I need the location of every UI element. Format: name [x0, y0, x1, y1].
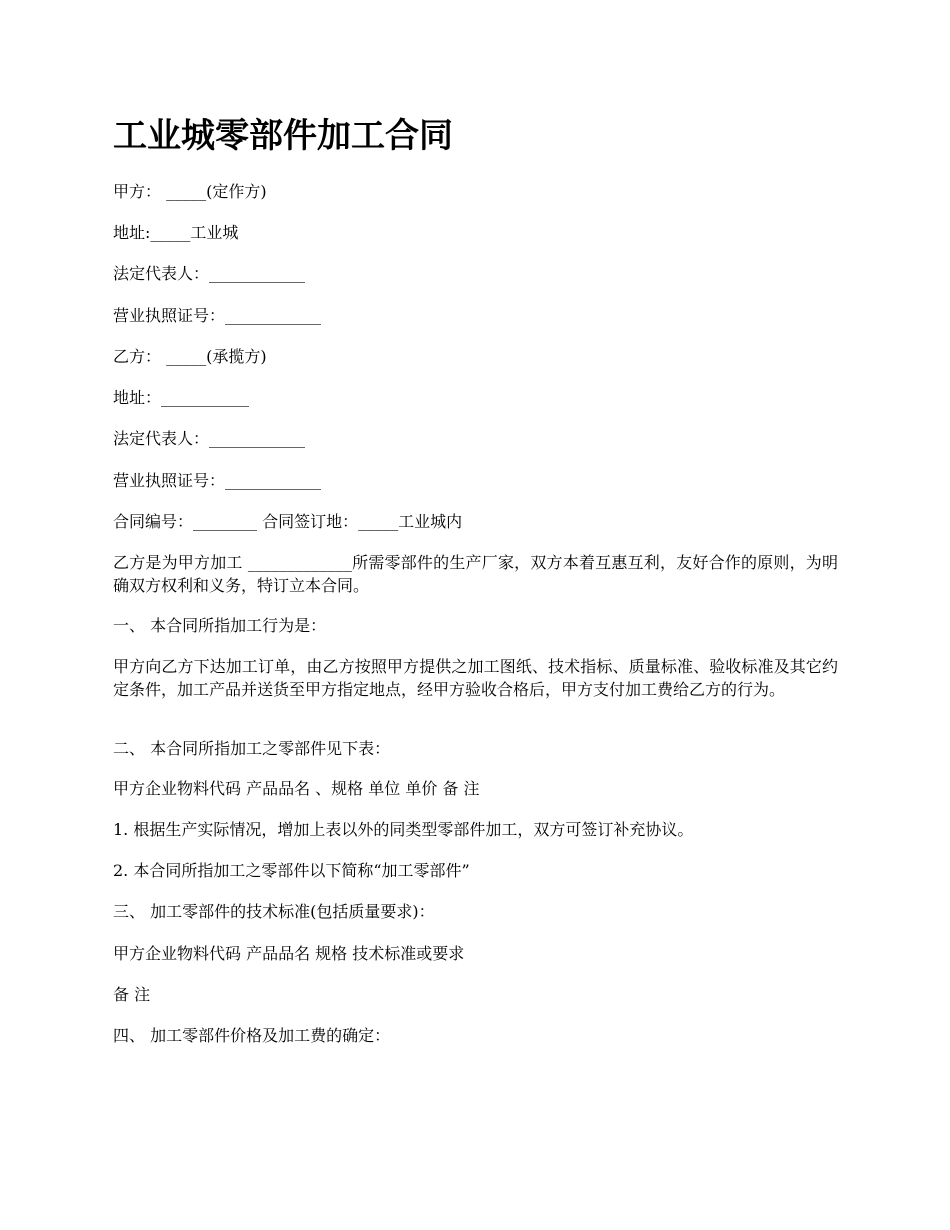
section-2-heading: 二、 本合同所指加工之零部件见下表：: [113, 739, 391, 758]
party-a-address: 地址:_____工业城: [113, 223, 239, 242]
table-1-header: 甲方企业物料代码 产品品名 、规格 单位 单价 备 注: [113, 779, 480, 798]
party-a-representative: 法定代表人：____________: [113, 264, 306, 283]
table-2-header: 甲方企业物料代码 产品品名 规格 技术标准或要求: [113, 944, 465, 963]
section-1-heading: 一、 本合同所指加工行为是：: [113, 616, 327, 635]
section-1-body: 甲方向乙方下达加工订单，由乙方按照甲方提供之加工图纸、技术指标、质量标准、验收标准及其它约定条件，加工产品并送货至甲方指定地点，经甲方验收合格后，甲方支付加工费给乙方的行为。: [113, 657, 838, 699]
party-b-representative: 法定代表人：____________: [113, 429, 306, 448]
party-b-line: 乙方： _____(承揽方): [113, 347, 267, 366]
party-b-license: 营业执照证号：____________: [113, 471, 322, 490]
document-title: 工业城零部件加工合同: [113, 116, 453, 156]
party-a-license: 营业执照证号：____________: [113, 306, 322, 325]
section-4-heading: 四、 加工零部件价格及加工费的确定：: [113, 1026, 391, 1045]
party-b-address: 地址：___________: [113, 388, 250, 407]
section-3-heading: 三、 加工零部件的技术标准(包括质量要求)：: [113, 902, 435, 921]
table-2-remark: 备 注: [113, 985, 151, 1004]
intro-paragraph: 乙方是为甲方加工 _____________所需零部件的生产厂家，双方本着互惠互利，友好合作的原则，为明确双方权利和义务，特订立本合同。: [113, 553, 838, 595]
item-1: 1. 根据生产实际情况，增加上表以外的同类型零部件加工，双方可签订补充协议。: [113, 820, 694, 839]
party-a-line: 甲方： _____(定作方): [113, 182, 267, 201]
contract-info: 合同编号：________ 合同签订地：_____工业城内: [113, 512, 463, 531]
item-2: 2. 本合同所指加工之零部件以下简称“加工零部件”: [113, 861, 470, 880]
